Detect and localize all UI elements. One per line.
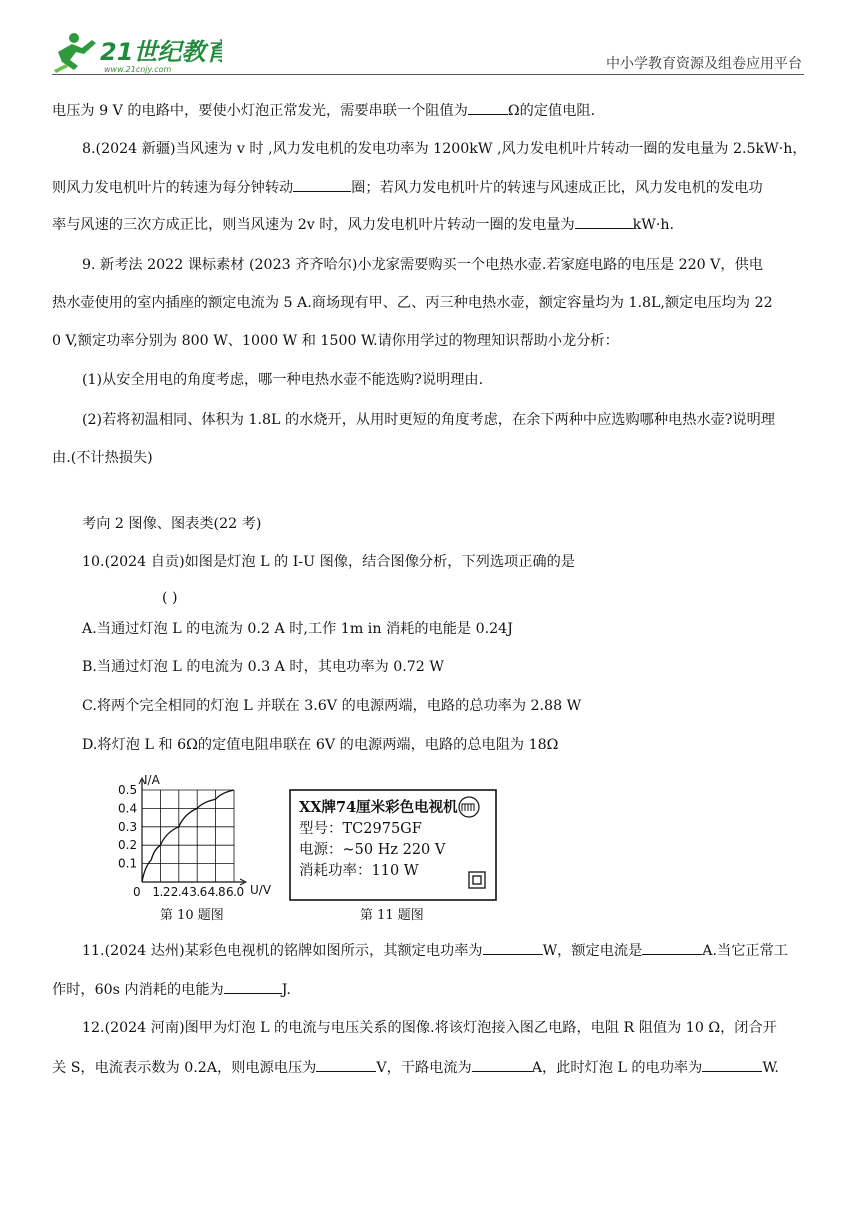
text-line: 电压为 9 V 的电路中，要使小灯泡正常发光，需要串联一个阻值为 Ω的定值电阻. (52, 100, 595, 121)
x-tick-label: 3.6 (189, 885, 207, 899)
answer-blank (293, 177, 351, 192)
y-axis-label: I/A (144, 773, 160, 787)
question-11-line-1: 11.(2024 达州)某彩色电视机的铭牌如图所示，其额定电功率为 W，额定电流是 A.当它正常工 (82, 940, 788, 961)
question-12-line-1: 12.(2024 河南)图甲为灯泡 L 的电流与电压关系的图像.将该灯泡接入图乙电路，电阻 R 阻值为 10 Ω，闭合开 (82, 1020, 777, 1036)
figure-11-caption: 第 11 题图 (360, 908, 424, 923)
question-11-line-2: 作时，60s 内消耗的电能为 J. (52, 979, 291, 1000)
nameplate-model: 型号：TC2975GF (299, 821, 422, 837)
x-tick-label: 4.8 (207, 885, 226, 899)
nameplate-power-supply: 电源：~50 Hz 220 V (299, 842, 446, 858)
site-logo (52, 30, 222, 74)
question-9-line-2: 热水壶使用的室内插座的额定电流为 5 A.商场现有甲、乙、丙三种电热水壶，额定容量均为 1.8L,额定电压均为 22 (52, 295, 773, 311)
answer-blank (472, 1057, 532, 1072)
x-axis-label: U/V (250, 883, 272, 897)
iu-chart (112, 770, 282, 934)
figure-10-caption: 第 10 题图 (160, 908, 224, 923)
question-9-part-2-line-2: 由.(不计热损失) (52, 450, 153, 466)
question-8-line-2: 则风力发电机叶片的转速为每分钟转动 圈；若风力发电机叶片的转速与风速成正比，风力发电机的发电功 (52, 177, 763, 198)
question-10-answer-paren: ( ) (162, 590, 178, 606)
y-tick-label: 0.3 (118, 819, 138, 834)
x-tick-label: 1.2 (152, 885, 170, 899)
logo-text: 21世纪教育 (100, 38, 222, 66)
question-9-line-3: 0 V,额定功率分别为 800 W、1000 W 和 1500 W.请你用学过的物理知识帮助小龙分析： (52, 333, 619, 349)
question-9-line-1: 9. 新考法 2022 课标素材 (2023 齐齐哈尔)小龙家需要购买一个电热水壶.若家庭电路的电压是 220 V，供电 (82, 257, 763, 273)
answer-blank (224, 979, 282, 994)
nameplate-title: XX牌74厘米彩色电视机 (299, 799, 458, 816)
section-heading: 考向 2 图像、图表类(22 考) (82, 516, 262, 532)
y-tick-label: 0.1 (118, 856, 138, 871)
option-b: B.当通过灯泡 L 的电流为 0.3 A 时，其电功率为 0.72 W (82, 659, 444, 675)
option-d: D.将灯泡 L 和 6Ω的定值电阻串联在 6V 的电源两端，电路的总电阻为 18Ω (82, 737, 559, 753)
x-tick-label: 2.4 (170, 885, 189, 899)
y-tick-label: 0.2 (118, 838, 138, 853)
answer-blank (483, 940, 543, 955)
x-tick-label: 0 (133, 885, 141, 899)
question-8-line-1: 8.(2024 新疆)当风速为 v 时 ,风力发电机的发电功率为 1200kW ,风力发电机叶片转动一圈的发电量为 2.5kW·h， (82, 141, 807, 157)
answer-blank (575, 214, 633, 229)
question-12-line-2: 关 S，电流表示数为 0.2A，则电源电压为 V，干路电流为 A，此时灯泡 L 的电功率为 W. (52, 1057, 779, 1078)
question-10-stem: 10.(2024 自贡)如图是灯泡 L 的 I-U 图像，结合图像分析，下列选项正确的是 (82, 554, 575, 570)
answer-blank (468, 100, 508, 115)
option-c: C.将两个完全相同的灯泡 L 并联在 3.6V 的电源两端，电路的总功率为 2.88 W (82, 698, 582, 714)
tv-nameplate-figure (288, 788, 500, 930)
question-8-line-3: 率与风速的三次方成正比，则当风速为 2v 时，风力发电机叶片转动一圈的发电量为 kW·h. (52, 214, 674, 235)
question-9-part-2-line-1: (2)若将初温相同、体积为 1.8L 的水烧开，从用时更短的角度考虑，在余下两种中应选购哪种电热水壶?说明理 (82, 412, 775, 428)
nameplate-power-consumption: 消耗功率：110 W (299, 863, 419, 879)
runner-logo-icon (54, 33, 96, 73)
y-tick-label: 0.4 (118, 801, 138, 816)
logo-url: www.21cnjy.com (104, 65, 172, 74)
question-9-part-1: (1)从安全用电的角度考虑，哪一种电热水壶不能选购?说明理由. (82, 372, 484, 388)
answer-blank (316, 1057, 376, 1072)
iu-curve (142, 790, 234, 882)
x-tick-label: 6.0 (226, 885, 244, 899)
answer-blank (642, 940, 702, 955)
answer-blank (702, 1057, 762, 1072)
y-tick-label: 0.5 (118, 783, 138, 797)
option-a: A.当通过灯泡 L 的电流为 0.2 A 时,工作 1m in 消耗的电能是 0.24J (82, 621, 513, 637)
platform-name: 中小学教育资源及组卷应用平台 (606, 56, 802, 72)
header-divider (52, 74, 804, 75)
